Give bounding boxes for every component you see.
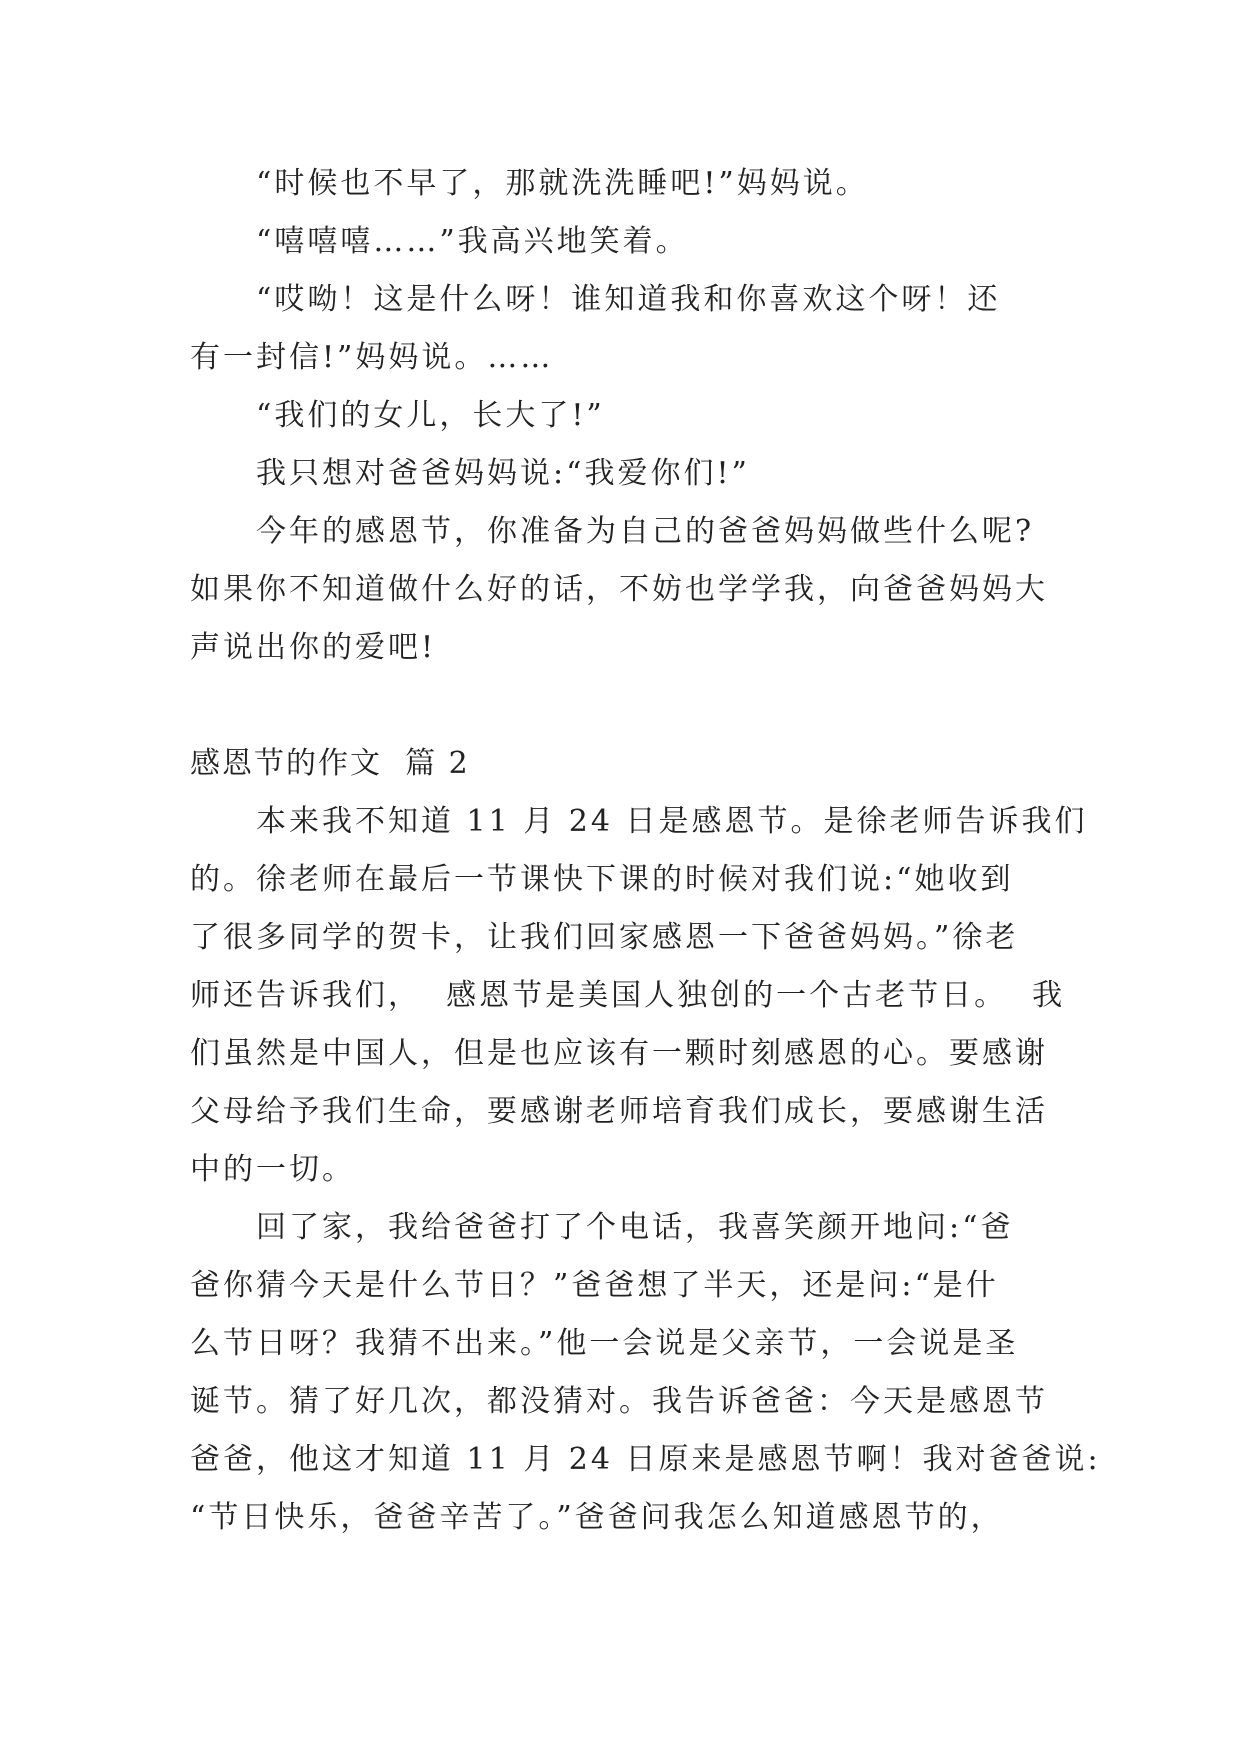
text-line: 中的一切。 — [190, 1152, 355, 1187]
text-line: “我们的女儿，长大了!” — [256, 398, 605, 433]
text-line: 了很多同学的贺卡，让我们回家感恩一下爸爸妈妈。”徐老 — [190, 920, 1019, 955]
text-line: 声说出你的爱吧! — [190, 630, 437, 665]
text-line: 本来我不知道 11 月 24 日是感恩节。是徐老师告诉我们 — [256, 804, 1088, 839]
text-line: 师还告诉我们， 感恩节是美国人独创的一个古老节日。 我 — [190, 978, 1066, 1013]
text-line: “节日快乐，爸爸辛苦了。”爸爸问我怎么知道感恩节的， — [190, 1500, 1004, 1535]
text-line: 父母给予我们生命，要感谢老师培育我们成长，要感谢生活 — [190, 1094, 1048, 1129]
text-line: 有一封信!”妈妈说。…… — [190, 340, 554, 375]
text-line: 我只想对爸爸妈妈说:“我爱你们!” — [256, 456, 750, 491]
text-line: 爸爸，他这才知道 11 月 24 日原来是感恩节啊！我对爸爸说: — [190, 1442, 1101, 1477]
section-title: 感恩节的作文 篇 2 — [190, 746, 470, 781]
text-line: 们虽然是中国人，但是也应该有一颗时刻感恩的心。要感谢 — [190, 1036, 1048, 1071]
text-line: 的。徐老师在最后一节课快下课的时候对我们说:“她收到 — [190, 862, 1014, 897]
text-line: “嘻嘻嘻……”我高兴地笑着。 — [256, 224, 689, 259]
text-line: 今年的感恩节，你准备为自己的爸爸妈妈做些什么呢? — [256, 514, 1035, 549]
text-line: 爸你猜今天是什么节日？”爸爸想了半天，还是问:“是什 — [190, 1268, 999, 1303]
text-line: 诞节。猜了好几次，都没猜对。我告诉爸爸：今天是感恩节 — [190, 1384, 1048, 1419]
text-line: 如果你不知道做什么好的话，不妨也学学我，向爸爸妈妈大 — [190, 572, 1048, 607]
text-line: “时候也不早了，那就洗洗睡吧!”妈妈说。 — [256, 166, 869, 201]
text-line: 么节日呀？我猜不出来。”他一会说是父亲节，一会说是圣 — [190, 1326, 1019, 1361]
text-line: 回了家，我给爸爸打了个电话，我喜笑颜开地问:“爸 — [256, 1210, 1014, 1245]
text-line: “哎呦！这是什么呀！谁知道我和你喜欢这个呀！还 — [256, 282, 1001, 317]
